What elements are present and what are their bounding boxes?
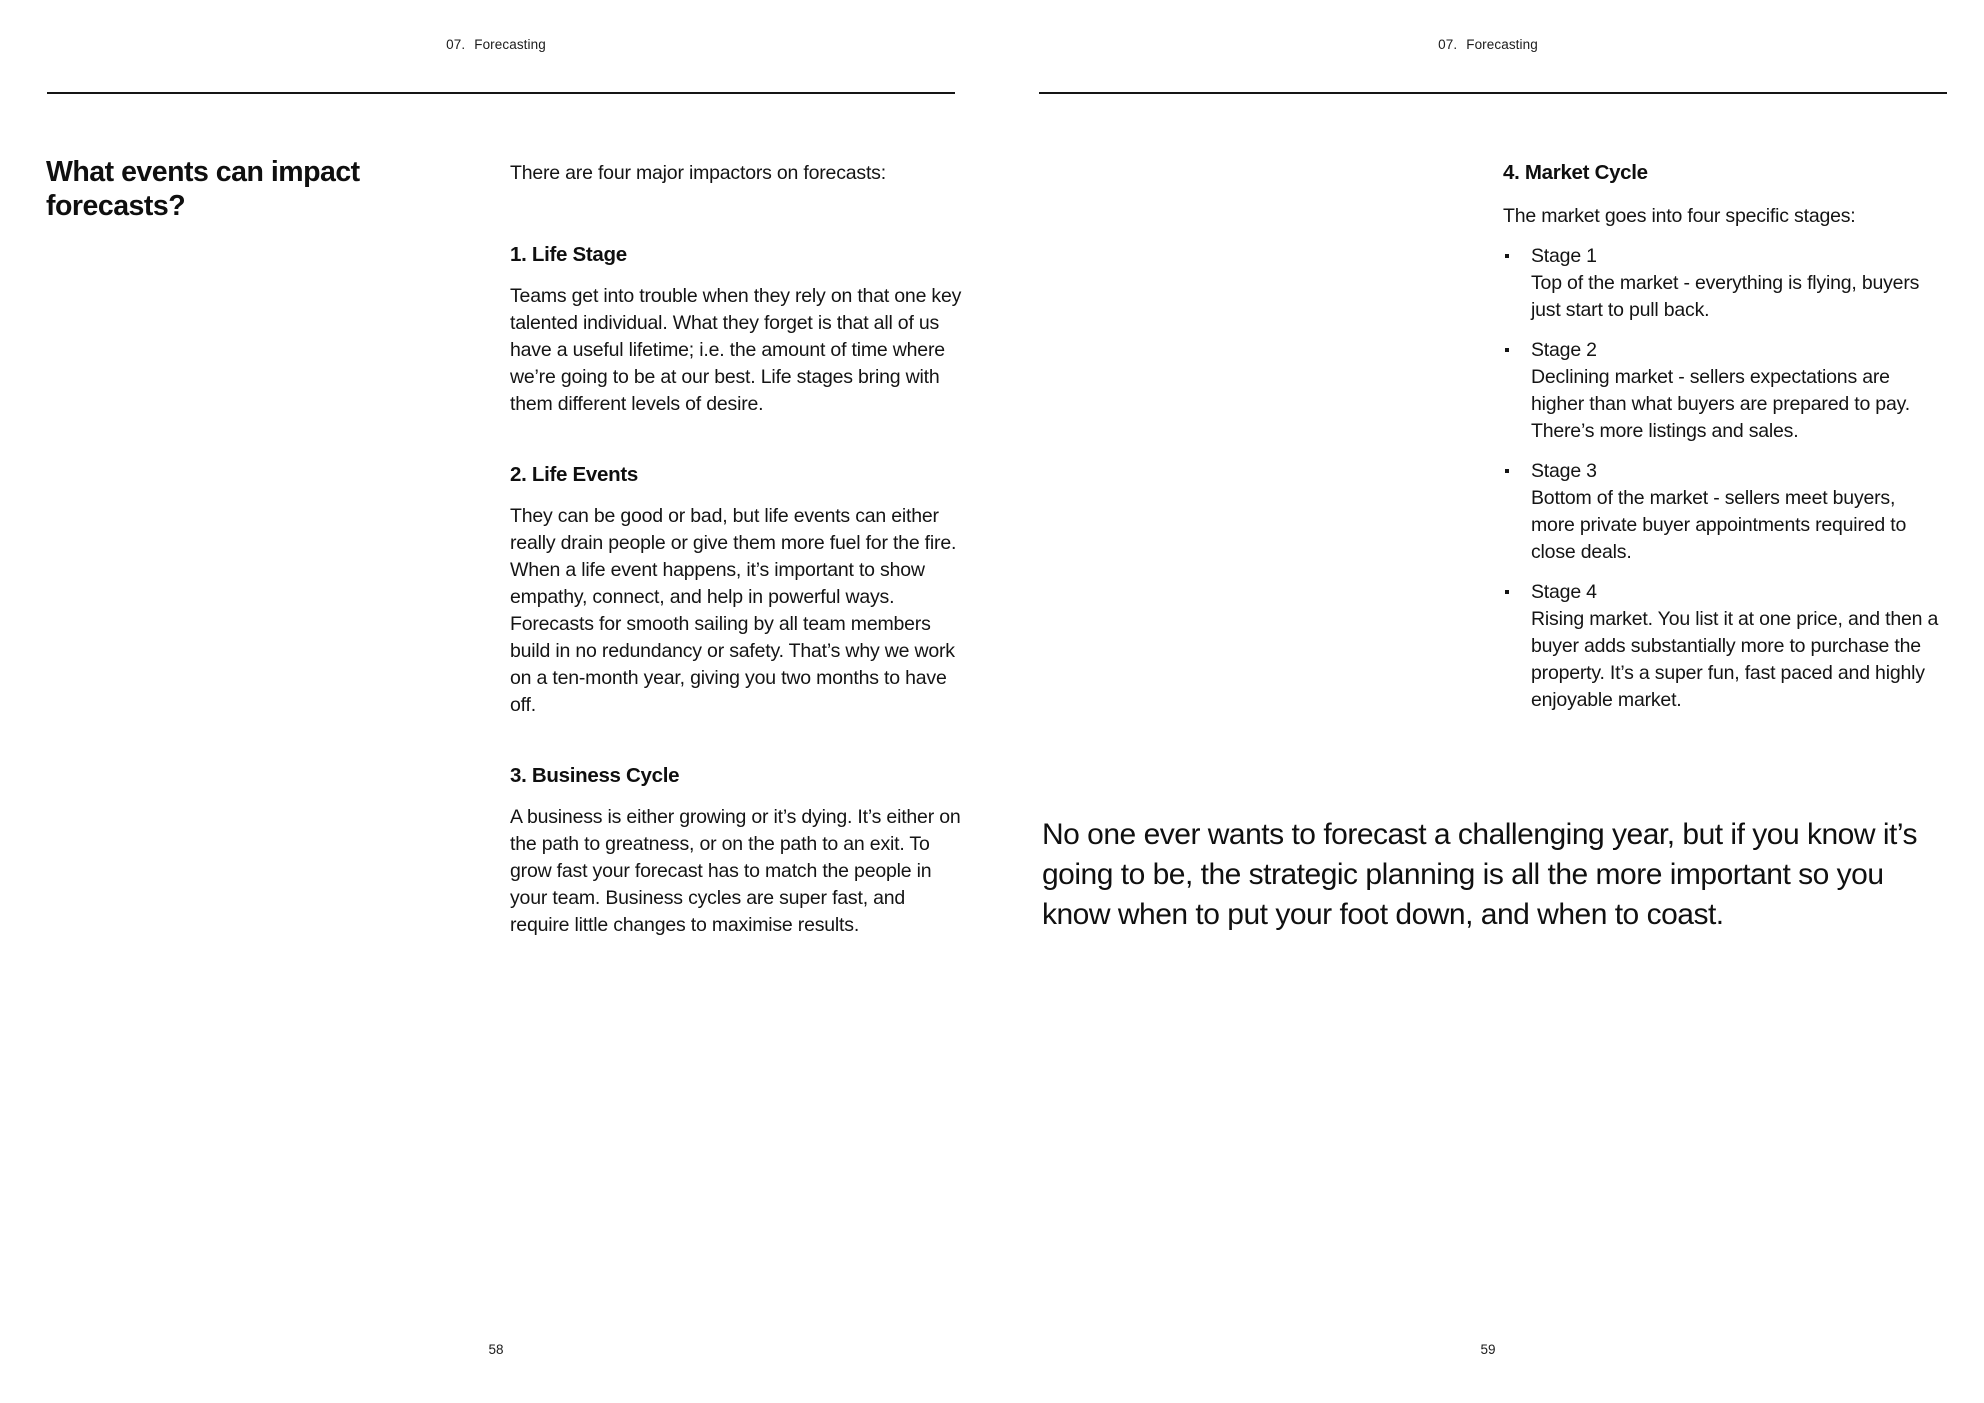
section-body-business-cycle: A business is either growing or it’s dying. It’s either on the path to greatness, or on the path to an exit. To grow fast your forecast has to match the people in your team. Business cycles are super fast, and require little changes to maximise results. [510,806,961,936]
section-heading-life-events: 2. Life Events [510,463,638,486]
intro-text: There are four major impactors on forecasts: [510,162,886,184]
divider-rule [47,92,955,94]
chapter-number: 07. [446,37,466,52]
stage-description: Top of the market - everything is flying, buyers just start to pull back. [1531,272,1920,321]
stage-item [1503,243,1943,324]
stage-item [1503,337,1943,445]
section-heading-life-stage: 1. Life Stage [510,243,627,266]
stage-description: Bottom of the market - sellers meet buyers, more private buyer appointments required to close deals. [1531,487,1907,563]
section-body-life-stage: Teams get into trouble when they rely on that one key talented individual. What they forget is that all of us have a useful lifetime; i.e. the amount of time where we’re going to be at our best. Life stages bring with them different levels of desire. [510,285,962,415]
stage-item [1503,579,1943,714]
divider-rule [1039,92,1947,94]
section-heading-business-cycle: 3. Business Cycle [510,764,680,787]
section-heading-market-cycle: 4. Market Cycle [1503,161,1648,184]
stage-item [1503,458,1943,566]
chapter-title: Forecasting [474,37,546,52]
stage-description: Declining market - sellers expectations are higher than what buyers are prepared to pay. There’s more listings and sales. [1531,366,1910,442]
stage-description: Rising market. You list it at one price, and then a buyer adds substantially more to purchase the property. It’s a super fun, fast paced and highly enjoyable market. [1531,608,1939,711]
stage-label: Stage 2 [1531,339,1597,361]
bullet-marker [1505,469,1509,473]
body-column [510,160,962,939]
section-body-life-events: They can be good or bad, but life events can either really drain people or give them more fuel for the fire. When a life event happens, it’s important to show empathy, connect, and help in powerful ways. Forecasts for smooth sailing by all team members build in no redundancy or safety. That’s why we work on a ten-month year, giving you two months to have off. [510,505,957,716]
stage-list [1503,243,1943,714]
section-intro: The market goes into four specific stages: [1503,205,1856,227]
bullet-marker [1505,348,1509,352]
bullet-marker [1505,590,1509,594]
chapter-number: 07. [1438,37,1458,52]
stage-label: Stage 3 [1531,460,1597,482]
chapter-title: Forecasting [1466,37,1538,52]
page-number: 58 [488,1342,504,1357]
page-number: 59 [1480,1342,1496,1357]
stage-label: Stage 4 [1531,581,1597,603]
running-header [0,37,992,53]
running-header [992,37,1984,53]
stage-label: Stage 1 [1531,245,1597,267]
pull-quote: No one ever wants to forecast a challenging year, but if you know it’s going to be, the strategic planning is all the more important so you know when to put your foot down, and when to coast. [1042,818,1917,931]
page-right [992,0,1984,1403]
bullet-marker [1505,254,1509,258]
body-column [1503,160,1943,727]
page-title: What events can impact forecasts? [46,156,360,222]
